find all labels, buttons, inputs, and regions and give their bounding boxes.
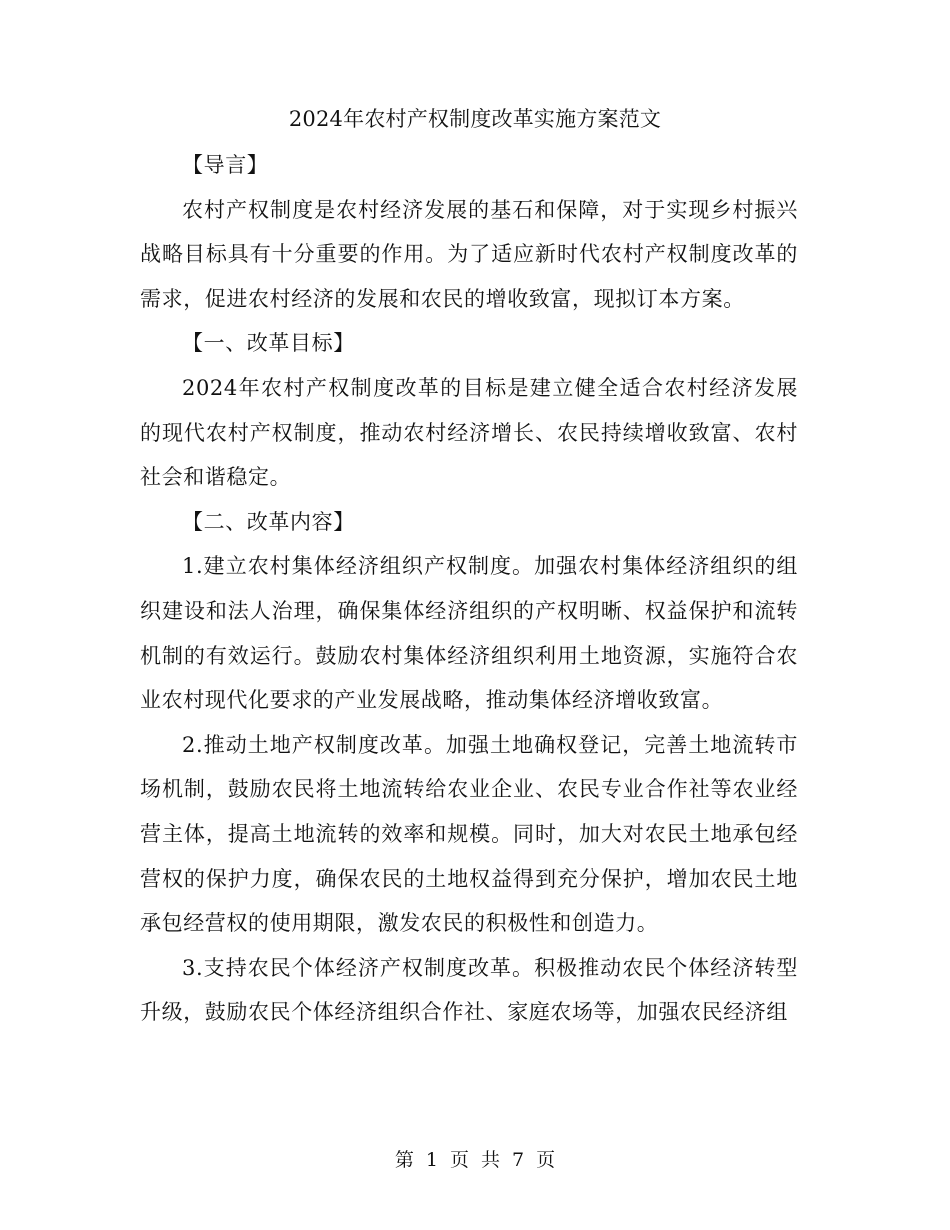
section-heading-goals: 【一、改革目标】 <box>182 331 355 356</box>
section-heading-intro: 【导言】 <box>182 153 269 177</box>
paragraph-item-3: 3.支持农民个体经济产权制度改革。积极推动农民个体经济转型升级，鼓励农民个体经济组织合作社、家庭农场等，加强农民经济组 <box>140 955 798 1025</box>
paragraph-item-1: 1.建立农村集体经济组织产权制度。加强农村集体经济组织的组织建设和法人治理，确保集体经济组织的产权明晰、权益保护和流转机制的有效运行。鼓励农村集体经济组织利用土地资源，实施符合农业农村现代化要求的产业发展战略，推动集体经济增收致富。 <box>140 554 798 713</box>
document-title: 2024年农村产权制度改革实施方案范文 <box>288 107 662 131</box>
document-body <box>140 143 798 1035</box>
page-number-footer: 第 1 页 共 7 页 <box>394 1149 556 1171</box>
paragraph-goals: 2024年农村产权制度改革的目标是建立健全适合农村经济发展的现代农村产权制度，推动农村经济增长、农民持续增收致富、农村社会和谐稳定。 <box>140 375 798 490</box>
section-heading-content: 【二、改革内容】 <box>182 509 355 534</box>
paragraph-item-2: 2.推动土地产权制度改革。加强土地确权登记，完善土地流转市场机制，鼓励农民将土地流转给农业企业、农民专业合作社等农业经营主体，提高土地流转的效率和规模。同时，加大对农民土地承包经营权的保护力度，确保农民的土地权益得到充分保护，增加农民土地承包经营权的使用期限，激发农民的积极性和创造力。 <box>140 732 798 936</box>
paragraph-intro: 农村产权制度是农村经济发展的基石和保障，对于实现乡村振兴战略目标具有十分重要的作用。为了适应新时代农村产权制度改革的需求，促进农村经济的发展和农民的增收致富，现拟订本方案。 <box>140 197 798 311</box>
